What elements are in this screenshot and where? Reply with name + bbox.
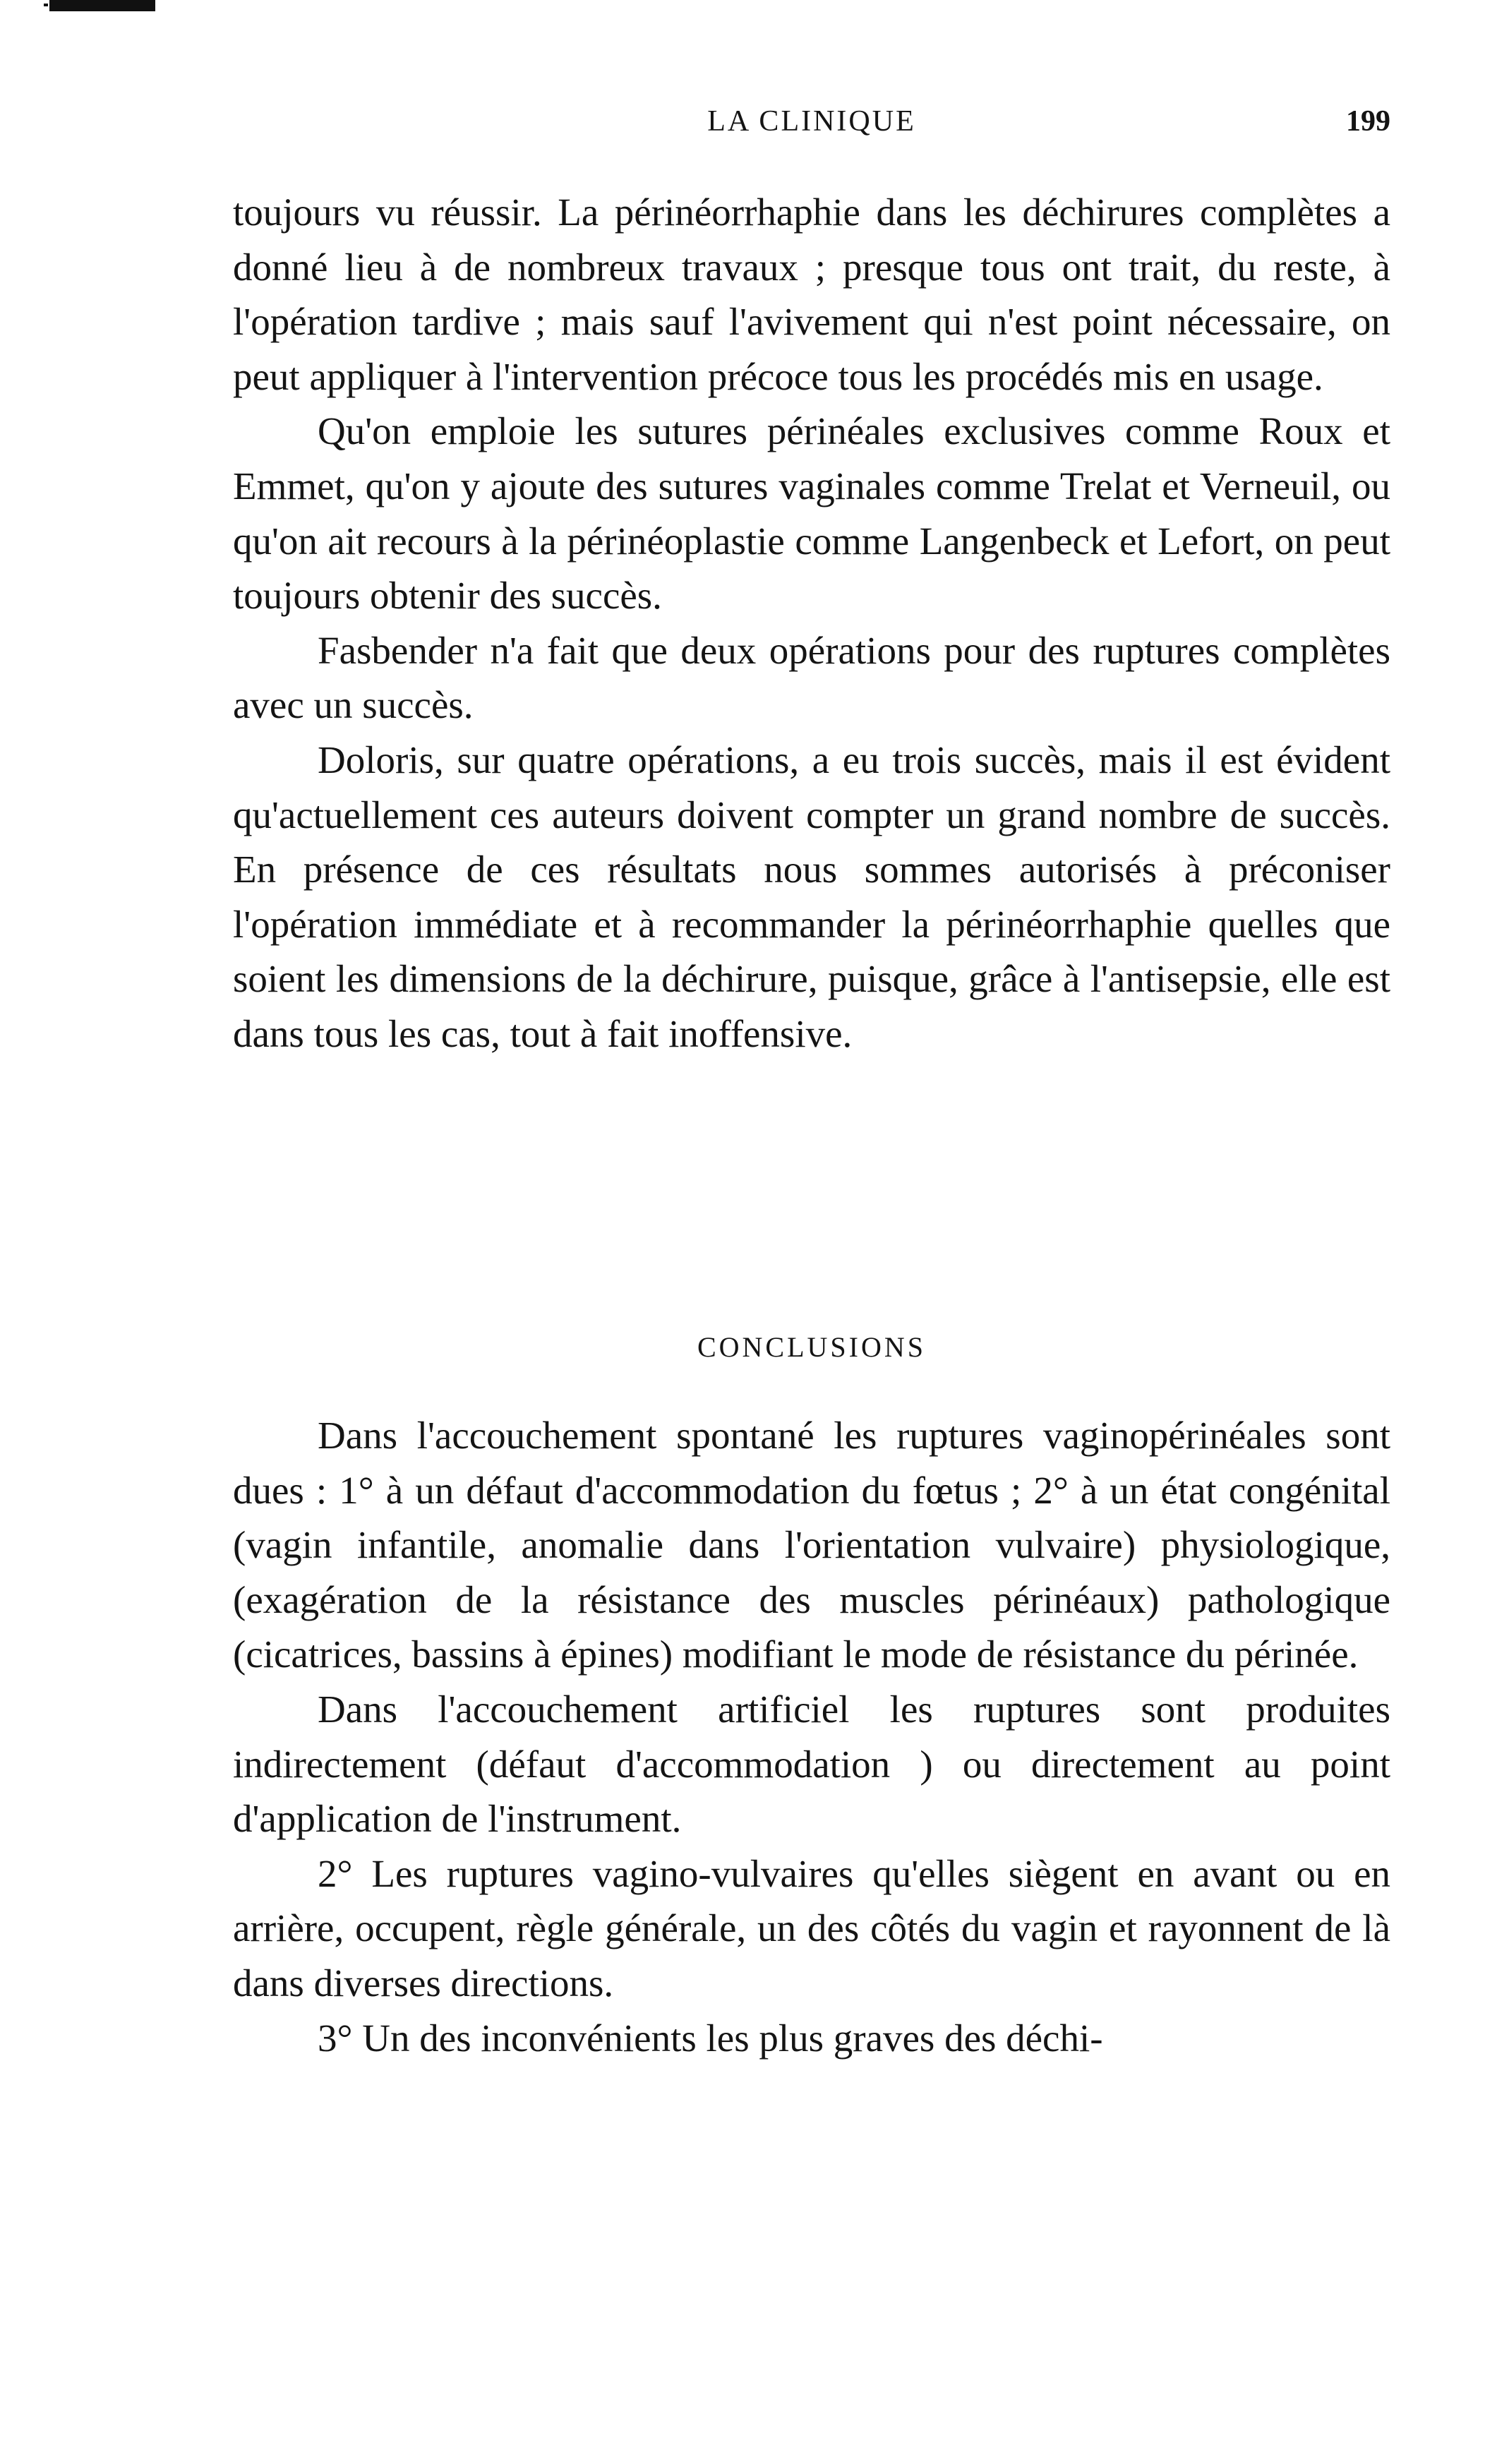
paragraph-conclusion-spontaneous: Dans l'accouchement spontané les ruptures vaginopérinéales sont dues : 1° à un défaut d'accommodation du fœtus ; 2° à un état congénital (vagin infantile, anomalie dans l'orientation vulvaire) physiologique, (exagération de la résistance des muscles périnéaux) pathologique (cicatrices, bassins à épines) modifiant le mode de résistance du périnée. [233,1414,1390,1676]
running-head-title: LA CLINIQUE [707,105,916,138]
body-text-top [233,185,1390,1062]
paragraph-fasbender: Fasbender n'a fait que deux opérations pour des ruptures complètes avec un succès. [233,628,1390,727]
body-text-conclusions [233,1408,1390,2065]
paragraph-conclusion-artificial: Dans l'accouchement artificiel les ruptures sont produites indirectement (défaut d'accommodation ) ou directement au point d'application de l'instrument. [233,1687,1390,1841]
paragraph-sutures: Qu'on emploie les sutures périnéales exclusives comme Roux et Emmet, qu'on y ajoute des sutures vaginales comme Trelat et Verneuil, ou qu'on ait recours à la périnéoplastie comme Langenbeck et Lefort, on peut toujours obtenir des succès. [233,409,1390,618]
running-header [233,104,1390,154]
paragraph-conclusion-3: 3° Un des inconvénients les plus graves des déchi- [318,2016,1103,2060]
scan-edge-mark [49,0,155,11]
paragraph-conclusion-2: 2° Les ruptures vagino-vulvaires qu'elles siègent en avant ou en arrière, occupent, règle générale, un des côtés du vagin et rayonnent de là dans diverses directions. [233,1851,1390,2005]
paragraph-doloris: Doloris, sur quatre opérations, a eu trois succès, mais il est évident qu'actuellement ces auteurs doivent compter un grand nombre de succès. En présence de ces résultats nous sommes autorisés à préconiser l'opération immédiate et à recommander la périnéorrhaphie quelles que soient les dimensions de la déchirure, puisque, grâce à l'antisepsie, elle est dans tous les cas, tout à fait inoffensive. [233,738,1390,1055]
paragraph-continuation: toujours vu réussir. La périnéorrhaphie dans les déchirures complètes a donné lieu à de nombreux travaux ; presque tous ont trait, du reste, à l'opération tardive ; mais sauf l'avivement qui n'est point nécessaire, on peut appliquer à l'intervention précoce tous les procédés mis en usage. [233,191,1390,398]
section-heading-conclusions: CONCLUSIONS [697,1331,927,1363]
page-number: 199 [1346,105,1390,138]
scan-edge-dot [44,4,48,6]
